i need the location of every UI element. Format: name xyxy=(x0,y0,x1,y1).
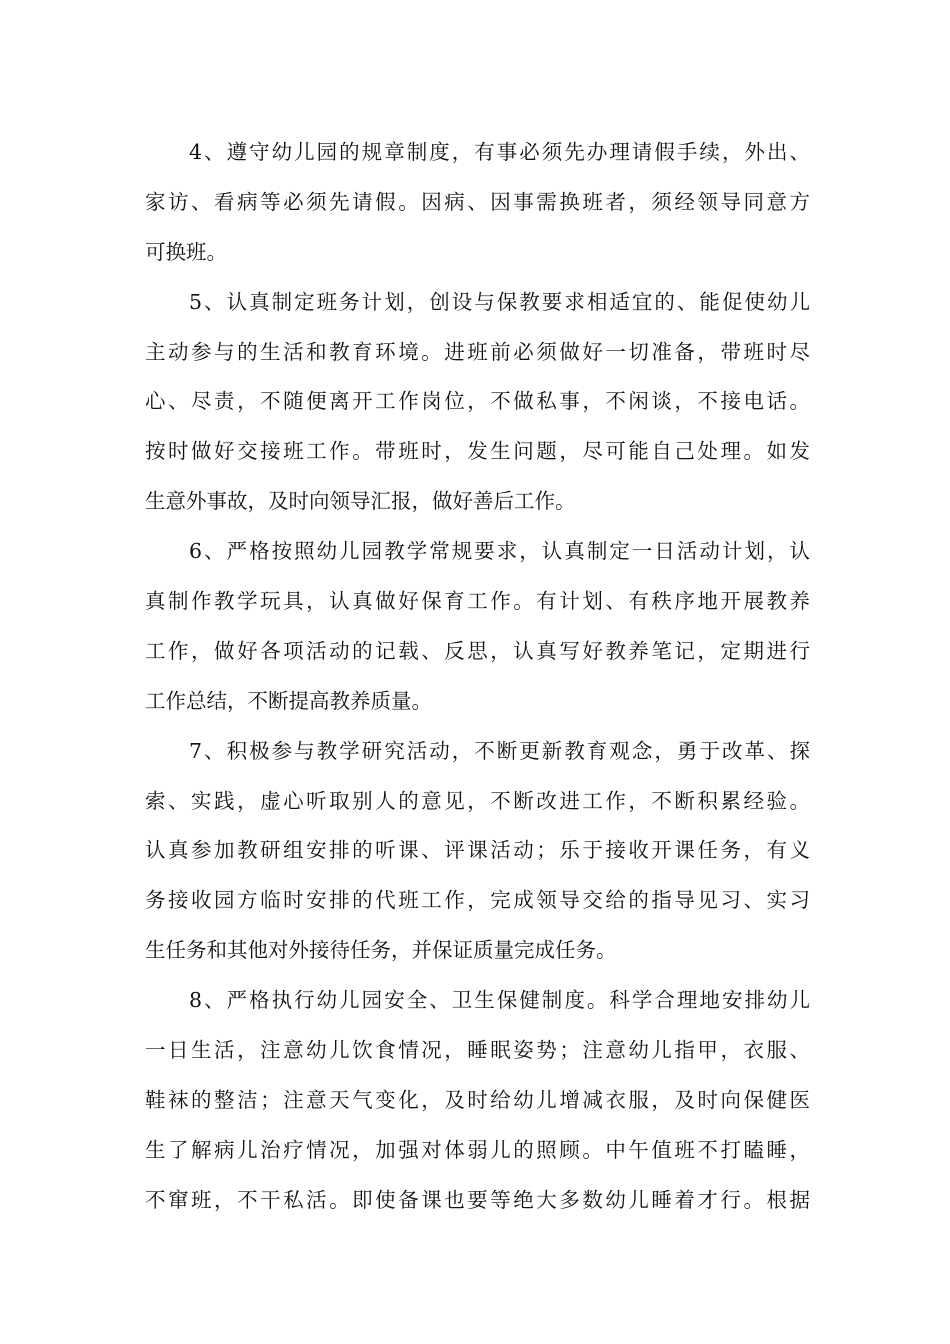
paragraph-8-line-2: 一日生活，注意幼儿饮食情况，睡眠姿势；注意幼儿指甲，衣服、 xyxy=(145,1038,810,1063)
paragraph-8-line-1: 8、严格执行幼儿园安全、卫生保健制度。科学合理地安排幼儿 xyxy=(189,988,810,1013)
paragraph-7-line-2: 索、实践，虚心听取别人的意见，不断改进工作，不断积累经验。 xyxy=(145,788,810,813)
paragraph-8-line-5: 不窜班，不干私活。即使备课也要等绝大多数幼儿睡着才行。根据 xyxy=(145,1187,810,1212)
paragraph-8-line-4: 生了解病儿治疗情况，加强对体弱儿的照顾。中午值班不打瞌睡， xyxy=(145,1137,810,1162)
paragraph-5-line-4: 按时做好交接班工作。带班时，发生问题，尽可能自己处理。如发 xyxy=(145,439,810,464)
paragraph-7-line-4: 务接收园方临时安排的代班工作，完成领导交给的指导见习、实习 xyxy=(145,888,810,913)
paragraph-4-line-1: 4、遵守幼儿园的规章制度，有事必须先办理请假手续，外出、 xyxy=(189,140,810,164)
paragraph-4-line-2: 家访、看病等必须先请假。因病、因事需换班者，须经领导同意方 xyxy=(145,189,810,214)
paragraph-5-line-2: 主动参与的生活和教育环境。进班前必须做好一切准备，带班时尽 xyxy=(145,339,810,364)
paragraph-7-line-1: 7、积极参与教学研究活动，不断更新教育观念，勇于改革、探 xyxy=(189,738,810,763)
paragraph-5-line-5: 生意外事故，及时向领导汇报，做好善后工作。 xyxy=(145,489,576,514)
paragraph-4-line-3: 可换班。 xyxy=(145,239,227,264)
paragraph-7-line-5: 生任务和其他对外接待任务，并保证质量完成任务。 xyxy=(145,938,617,963)
paragraph-6-line-3: 工作，做好各项活动的记载、反思，认真写好教养笔记，定期进行 xyxy=(145,638,810,663)
paragraph-8-line-3: 鞋袜的整洁；注意天气变化，及时给幼儿增减衣服，及时向保健医 xyxy=(145,1087,810,1112)
paragraph-6-line-2: 真制作教学玩具，认真做好保育工作。有计划、有秩序地开展教养 xyxy=(145,589,810,614)
paragraph-5-line-3: 心、尽责，不随便离开工作岗位，不做私事，不闲谈，不接电话。 xyxy=(145,389,810,414)
document-body xyxy=(145,128,810,1226)
paragraph-5-line-1: 5、认真制定班务计划，创设与保教要求相适宜的、能促使幼儿 xyxy=(189,289,810,314)
paragraph-7-line-3: 认真参加教研组安排的听课、评课活动；乐于接收开课任务，有义 xyxy=(145,838,810,863)
paragraph-6-line-1: 6、严格按照幼儿园教学常规要求，认真制定一日活动计划，认 xyxy=(189,539,810,564)
paragraph-6-line-4: 工作总结，不断提高教养质量。 xyxy=(145,688,432,713)
